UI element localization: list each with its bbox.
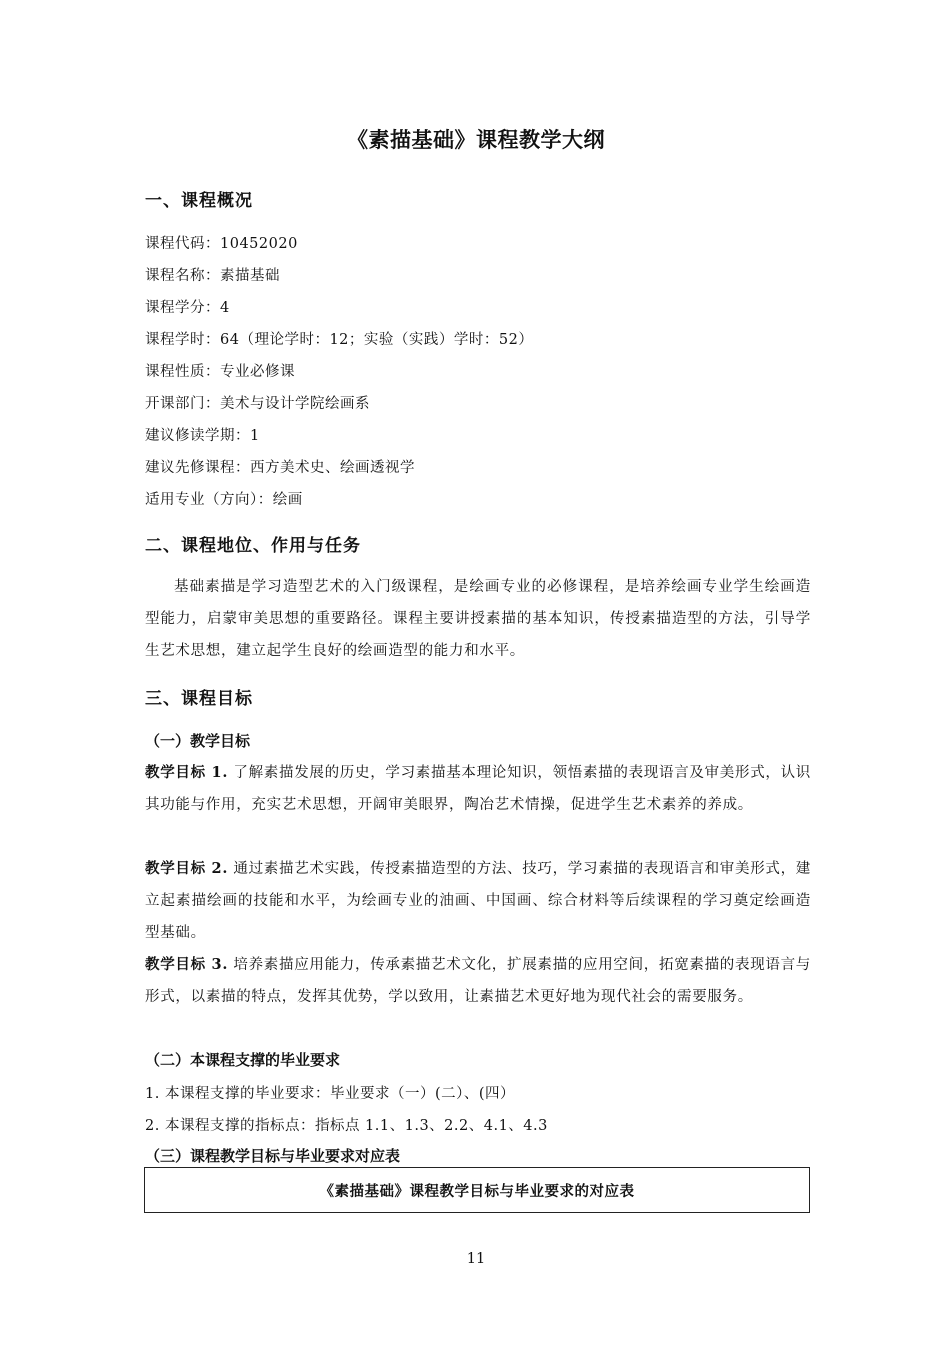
goal-label: 教学目标 1. (145, 764, 229, 781)
mapping-table-header (144, 1167, 810, 1213)
section-heading-overview: 一、课程概况 (145, 191, 253, 211)
subheading-teaching-goals: （一）教学目标 (145, 732, 251, 750)
subheading-graduation-requirements: （二）本课程支撑的毕业要求 (145, 1051, 341, 1069)
info-department: 开课部门：美术与设计学院绘画系 (145, 396, 370, 412)
indicator-points-line: 2. 本课程支撑的指标点：指标点 1.1、1.3、2.2、4.1、4.3 (145, 1118, 548, 1134)
info-course-hours: 课程学时：64（理论学时：12；实验（实践）学时：52） (145, 332, 534, 348)
info-semester: 建议修读学期：1 (145, 428, 260, 444)
goal-label: 教学目标 3. (145, 956, 229, 973)
info-prerequisites: 建议先修课程：西方美术史、绘画透视学 (145, 460, 415, 476)
page-number: 11 (466, 1251, 486, 1267)
goal-text: 了解素描发展的历史，学习素描基本理论知识，领悟素描的表现语言及审美形式，认识其功能与作用，充实艺术思想，开阔审美眼界，陶冶艺术情操，促进学生艺术素养的养成。 (145, 765, 812, 813)
teaching-goal-3 (145, 949, 811, 1013)
teaching-goal-1 (145, 757, 811, 821)
role-paragraph: 基础素描是学习造型艺术的入门级课程，是绘画专业的必修课程，是培养绘画专业学生绘画造型能力，启蒙审美思想的重要路径。课程主要讲授素描的基本知识，传授素描造型的方法，引导学生艺术思想，建立起学生良好的绘画造型的能力和水平。 (145, 579, 811, 659)
goal-label: 教学目标 2. (145, 860, 229, 877)
table-caption: 《素描基础》课程教学目标与毕业要求的对应表 (319, 1182, 635, 1200)
info-course-name: 课程名称：素描基础 (145, 268, 280, 284)
info-course-nature: 课程性质：专业必修课 (145, 364, 295, 380)
teaching-goal-2 (145, 853, 811, 949)
section-heading-objectives: 三、课程目标 (145, 689, 253, 709)
info-course-code: 课程代码：10452020 (145, 236, 298, 252)
goal-text: 培养素描应用能力，传承素描艺术文化，扩展素描的应用空间，拓宽素描的表现语言与形式，以素描的特点，发挥其优势，学以致用，让素描艺术更好地为现代社会的需要服务。 (145, 957, 812, 1005)
goal-text: 通过素描艺术实践，传授素描造型的方法、技巧，学习素描的表现语言和审美形式，建立起素描绘画的技能和水平，为绘画专业的油画、中国画、综合材料等后续课程的学习奠定绘画造型基础。 (145, 861, 812, 941)
subheading-mapping-table: （三）课程教学目标与毕业要求对应表 (145, 1147, 401, 1165)
info-major: 适用专业（方向）：绘画 (145, 492, 303, 508)
section-heading-role: 二、课程地位、作用与任务 (145, 536, 361, 556)
document-title: 《素描基础》课程教学大纲 (347, 127, 605, 152)
info-course-credit: 课程学分：4 (145, 300, 230, 316)
graduation-requirements-line: 1. 本课程支撑的毕业要求：毕业要求（一）(二）、(四） (145, 1086, 516, 1102)
